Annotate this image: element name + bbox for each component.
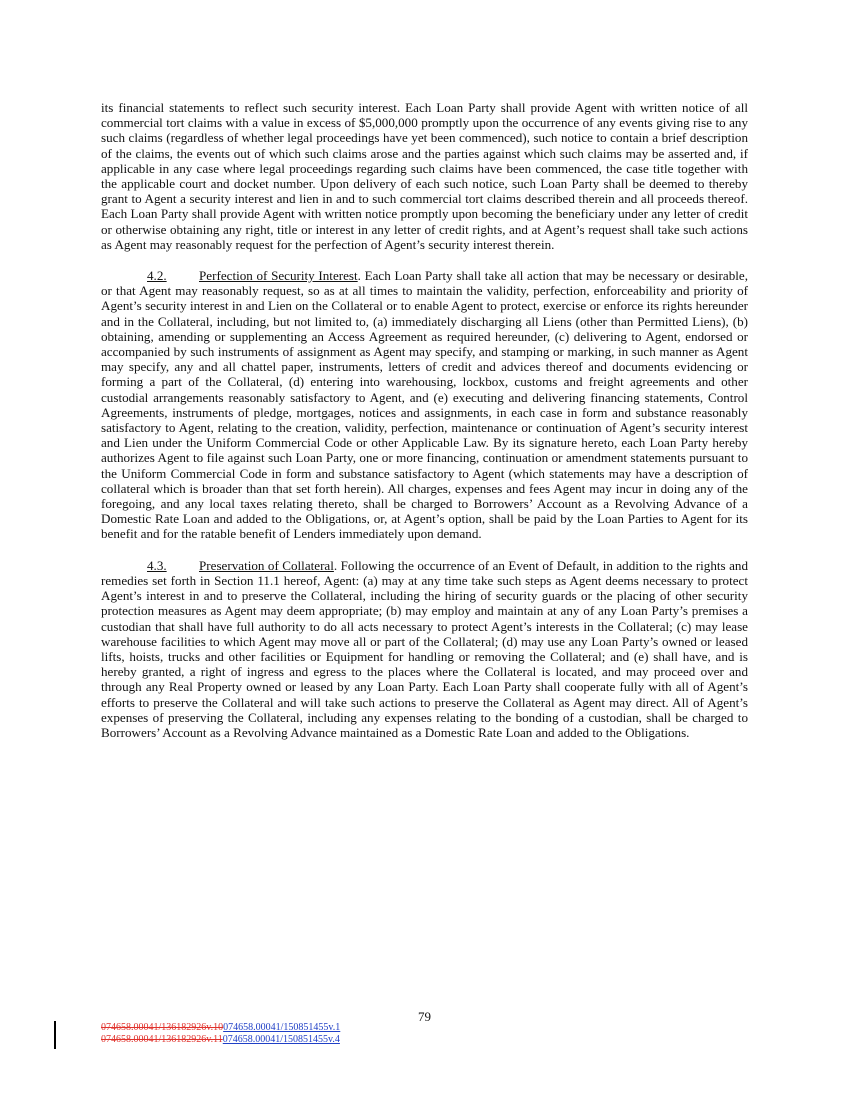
inserted-doc-id: 074658.00041/150851455v.1 — [223, 1022, 341, 1033]
section-body: . Each Loan Party shall take all action that may be necessary or desirable, or that Agent may reasonably request, so as at all times to maintain the validity, perfection, enforceability and priority of Agent’s security interest in and Lien on the Collateral or to enable Agent to protect, exercise or enforce its rights hereunder and in the Collateral, including, but not limited to, (a) immediately discharging all Liens (other than Permitted Liens), (b) obtaining, amending or supplementing an Access Agreement as required hereunder, (c) delivering to Agent, endorsed or accompanied by such instruments of assignment as Agent may specify, and stamping or marking, in such manner as Agent may specify, any and all chattel paper, instruments, letters of credit and advices thereof and documents evidencing or forming a part of the Collateral, (d) entering into warehousing, lockbox, customs and freight agreements and other custodial arrangements reasonably satisfactory to Agent, and (e) executing and delivering financing statements, Control Agreements, instruments of pledge, mortgages, notices and assignments, in each case in form and substance reasonably satisfactory to Agent, relating to the creation, validity, perfection, maintenance or continuation of Agent’s security interest and Lien under the Uniform Commercial Code or other Applicable Law. By its signature hereto, each Loan Party hereby authorizes Agent to file against such Loan Party, one or more financing, continuation or amendment statements pursuant to the Uniform Commercial Code in form and substance satisfactory to Agent (which statements may have a description of collateral which is broader than that set forth herein). All charges, expenses and fees Agent may incur in doing any of the foregoing, and any local taxes relating thereto, shall be charged to Borrowers’ Account as a Revolving Advance of a Domestic Rate Loan and added to the Obligations, or, at Agent’s option, shall be paid by the Loan Parties to Agent for its benefit and for the ratable benefit of Lenders immediately upon demand. — [101, 268, 749, 542]
inserted-doc-id: 074658.00041/150851455v.4 — [222, 1034, 340, 1045]
section-body: . Following the occurrence of an Event of Default, in addition to the rights and remedies set forth in Section 11.1 hereof, Agent: (a) may at any time take such steps as Agent deems necessary to protect Agent’s interest in and to preserve the Collateral, including the hiring of security guards or the placing of other security protection measures as Agent may deem appropriate; (b) may employ and maintain at any of any Loan Party’s premises a custodian that shall have full authority to do all acts necessary to protect Agent’s interests in the Collateral; (c) may lease warehouse facilities to which Agent may move all or part of the Collateral; (d) may use any Loan Party’s owned or leased lifts, hoists, trucks and other facilities or Equipment for handling or removing the Collateral; and (e) shall have, and is hereby granted, a right of ingress and egress to the places where the Collateral is located, and may proceed over and through any Real Property owned or leased by any Loan Party. Each Loan Party shall cooperate fully with all of Agent’s efforts to preserve the Collateral and will take such actions to preserve the Collateral as Agent may direct. All of Agent’s expenses of preserving the Collateral, including any expenses relating to the bonding of a custodian, shall be charged to Borrowers’ Account as a Revolving Advance maintained as a Domestic Rate Loan and added to the Obligations. — [101, 557, 748, 740]
footer-line — [101, 1022, 340, 1034]
deleted-doc-id: 074658.00041/136182926v.11 — [101, 1034, 223, 1045]
section-4-2 — [101, 268, 748, 542]
paragraph-continued: its financial statements to reflect such security interest. Each Loan Party shall provide Agent with written notice of all commercial tort claims with a value in excess of $5,000,000 promptly upon the occurrence of any events giving rise to any such claims (regardless of whether legal proceedings have yet been commenced), such notice to contain a brief description of the claims, the events out of which such claims arose and the parties against which such claims may be asserted and, if applicable in any case where legal proceedings regarding such claims have been commenced, the case title together with the applicable court and docket number. Upon delivery of each such notice, such Loan Party shall be deemed to thereby grant to Agent a security interest and lien in and to such commercial tort claims described therein and all proceeds thereof. Each Loan Party shall provide Agent with written notice promptly upon becoming the beneficiary under any letter of credit or otherwise obtaining any right, title or interest in any letter of credit rights, and at Agent’s request shall take such actions as Agent may reasonably request for the perfection of Agent’s security interest therein. — [101, 100, 748, 252]
section-number: 4.2. — [147, 268, 167, 284]
page-number: 79 — [418, 1009, 431, 1024]
section-title: Perfection of Security Interest — [199, 268, 358, 284]
document-footer — [101, 1022, 340, 1046]
deleted-doc-id: 074658.00041/136182926v.10 — [101, 1022, 224, 1033]
section-number: 4.3. — [147, 557, 167, 573]
footer-line — [101, 1034, 340, 1046]
section-4-3 — [101, 558, 748, 740]
change-bar — [54, 1021, 56, 1049]
section-title: Preservation of Collateral — [199, 557, 334, 573]
document-body — [101, 100, 748, 740]
